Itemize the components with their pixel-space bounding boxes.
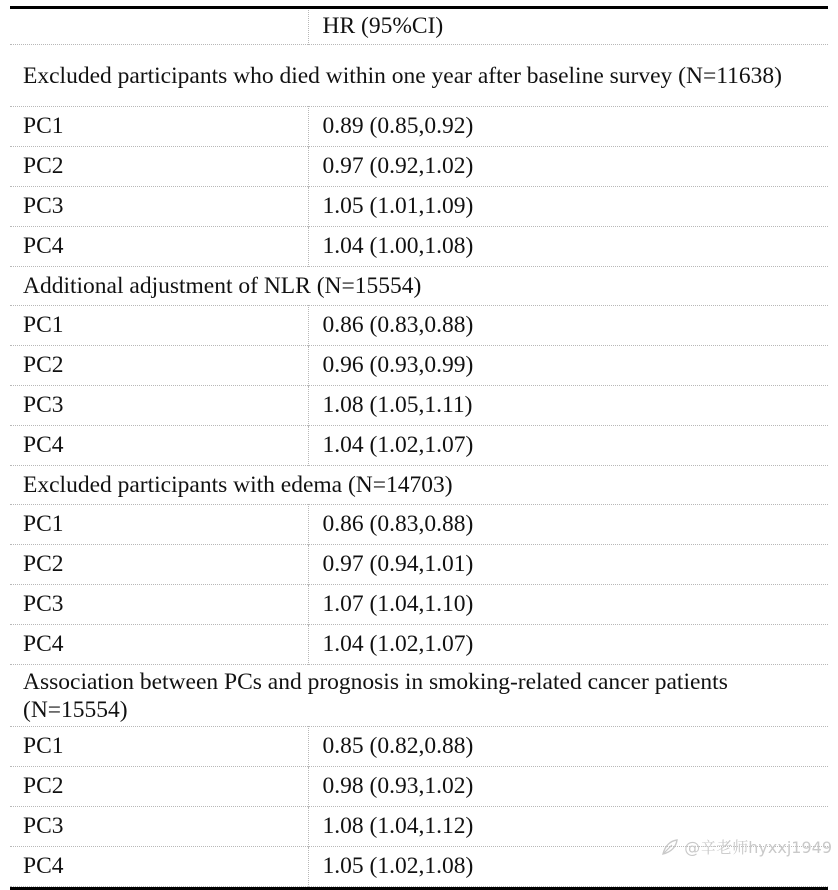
row-label: PC3	[23, 591, 64, 617]
section-header-row	[10, 665, 828, 727]
row-label: PC3	[23, 193, 64, 219]
hr-results-table	[10, 8, 828, 887]
row-hr-value: 1.05 (1.01,1.09)	[308, 187, 828, 227]
table-row	[10, 346, 828, 386]
table-row	[10, 727, 828, 767]
table-row	[10, 386, 828, 426]
row-hr-value: 0.98 (0.93,1.02)	[308, 767, 828, 807]
row-label: PC4	[23, 432, 64, 458]
row-label: PC2	[23, 153, 64, 179]
table-row	[10, 306, 828, 346]
table-row	[10, 767, 828, 807]
row-hr-value: 0.97 (0.94,1.01)	[308, 545, 828, 585]
section-header-row	[10, 45, 828, 107]
section-title: Excluded participants with edema (N=14703)	[23, 471, 453, 498]
section-title: Excluded participants who died within one year after baseline survey (N=11638)	[23, 62, 782, 89]
row-hr-value: 1.04 (1.02,1.07)	[308, 426, 828, 466]
section-header-row	[10, 466, 828, 505]
table-row	[10, 426, 828, 466]
table-row	[10, 545, 828, 585]
table-row	[10, 227, 828, 267]
row-label: PC2	[23, 551, 64, 577]
leaf-logo-icon	[660, 837, 680, 857]
row-hr-value: 1.08 (1.04,1.12)	[308, 807, 828, 847]
row-label: PC2	[23, 773, 64, 799]
row-label: PC1	[23, 312, 64, 338]
table-row	[10, 625, 828, 665]
table-row	[10, 187, 828, 227]
section-title: Association between PCs and prognosis in smoking-related cancer patients (N=15554)	[23, 668, 728, 723]
row-hr-value: 0.85 (0.82,0.88)	[308, 727, 828, 767]
table-header-row	[10, 8, 828, 45]
table-row	[10, 505, 828, 545]
table-row	[10, 585, 828, 625]
row-hr-value: 1.04 (1.02,1.07)	[308, 625, 828, 665]
section-title: Additional adjustment of NLR (N=15554)	[23, 272, 422, 299]
table-row	[10, 107, 828, 147]
watermark-text: @辛老师hyxxj1949	[684, 838, 832, 857]
row-label: PC4	[23, 853, 64, 879]
row-label: PC2	[23, 352, 64, 378]
row-label: PC4	[23, 233, 64, 259]
row-hr-value: 0.97 (0.92,1.02)	[308, 147, 828, 187]
table-top-rule	[10, 6, 828, 9]
row-label: PC1	[23, 113, 64, 139]
row-label: PC4	[23, 631, 64, 657]
row-hr-value: 0.89 (0.85,0.92)	[308, 107, 828, 147]
row-label: PC1	[23, 733, 64, 759]
row-hr-value: 1.07 (1.04,1.10)	[308, 585, 828, 625]
table-row	[10, 147, 828, 187]
row-hr-value: 1.05 (1.02,1.08)	[308, 847, 828, 887]
row-hr-value: 0.86 (0.83,0.88)	[308, 505, 828, 545]
row-label: PC3	[23, 392, 64, 418]
row-hr-value: 1.08 (1.05,1.11)	[308, 386, 828, 426]
section-header-row	[10, 267, 828, 306]
row-hr-value: 1.04 (1.00,1.08)	[308, 227, 828, 267]
row-hr-value: 0.86 (0.83,0.88)	[308, 306, 828, 346]
header-hr-cell: HR (95%CI)	[308, 8, 828, 45]
row-hr-value: 0.96 (0.93,0.99)	[308, 346, 828, 386]
row-label: PC3	[23, 813, 64, 839]
watermark	[660, 835, 832, 858]
header-label-cell	[10, 8, 308, 45]
row-label: PC1	[23, 511, 64, 537]
results-table-container	[10, 8, 828, 887]
